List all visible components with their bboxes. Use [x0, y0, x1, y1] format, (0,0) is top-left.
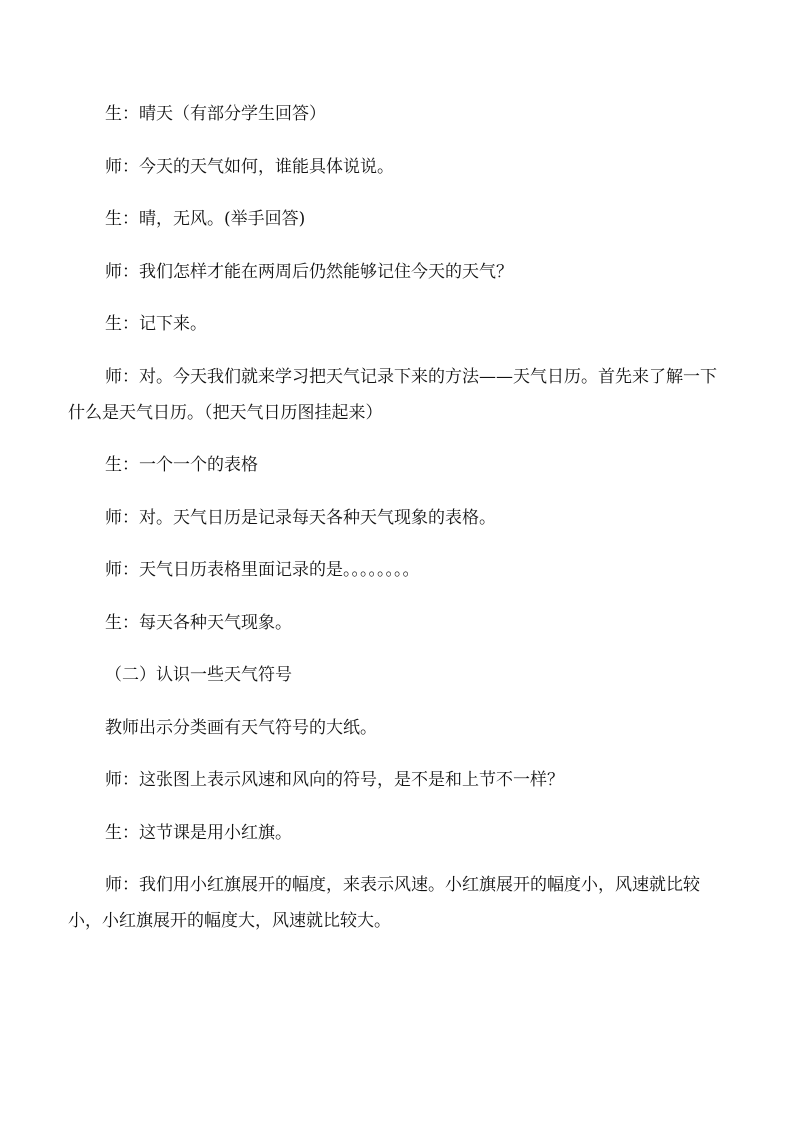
paragraph-8: 师：对。天气日历是记录每天各种天气现象的表格。 [105, 507, 496, 528]
paragraph-3: 生：晴，无风。(举手回答) [105, 209, 306, 229]
paragraph-2: 师：今天的天气如何，谁能具体说说。 [105, 156, 394, 177]
paragraph-10: 生：每天各种天气现象。 [105, 612, 292, 633]
paragraph-7: 生：一个一个的表格 [105, 455, 258, 475]
paragraph-1: 生：晴天（有部分学生回答） [105, 104, 326, 124]
paragraph-9: 师：天气日历表格里面记录的是。。。。。。。。 [105, 560, 420, 580]
paragraph-6: 师：对。今天我们就来学习把天气记录下来的方法——天气日历。首先来了解一下什么是天气日历。（把天气日历图挂起来） [68, 366, 717, 423]
paragraph-15: 师：我们用小红旗展开的幅度，来表示风速。小红旗展开的幅度小，风速就比较小，小红旗展开的幅度大，风速就比较大。 [68, 875, 700, 931]
section-heading: （二）认识一些天气符号 [105, 665, 292, 685]
paragraph-5: 生：记下来。 [105, 314, 207, 334]
paragraph-13: 师：这张图上表示风速和风向的符号，是不是和上节不一样？ [105, 770, 564, 790]
paragraph-12: 教师出示分类画有天气符号的大纸。 [105, 717, 377, 738]
paragraph-4: 师：我们怎样才能在两周后仍然能够记住今天的天气？ [105, 261, 513, 282]
document-body [68, 96, 728, 956]
paragraph-14: 生：这节课是用小红旗。 [105, 822, 292, 843]
